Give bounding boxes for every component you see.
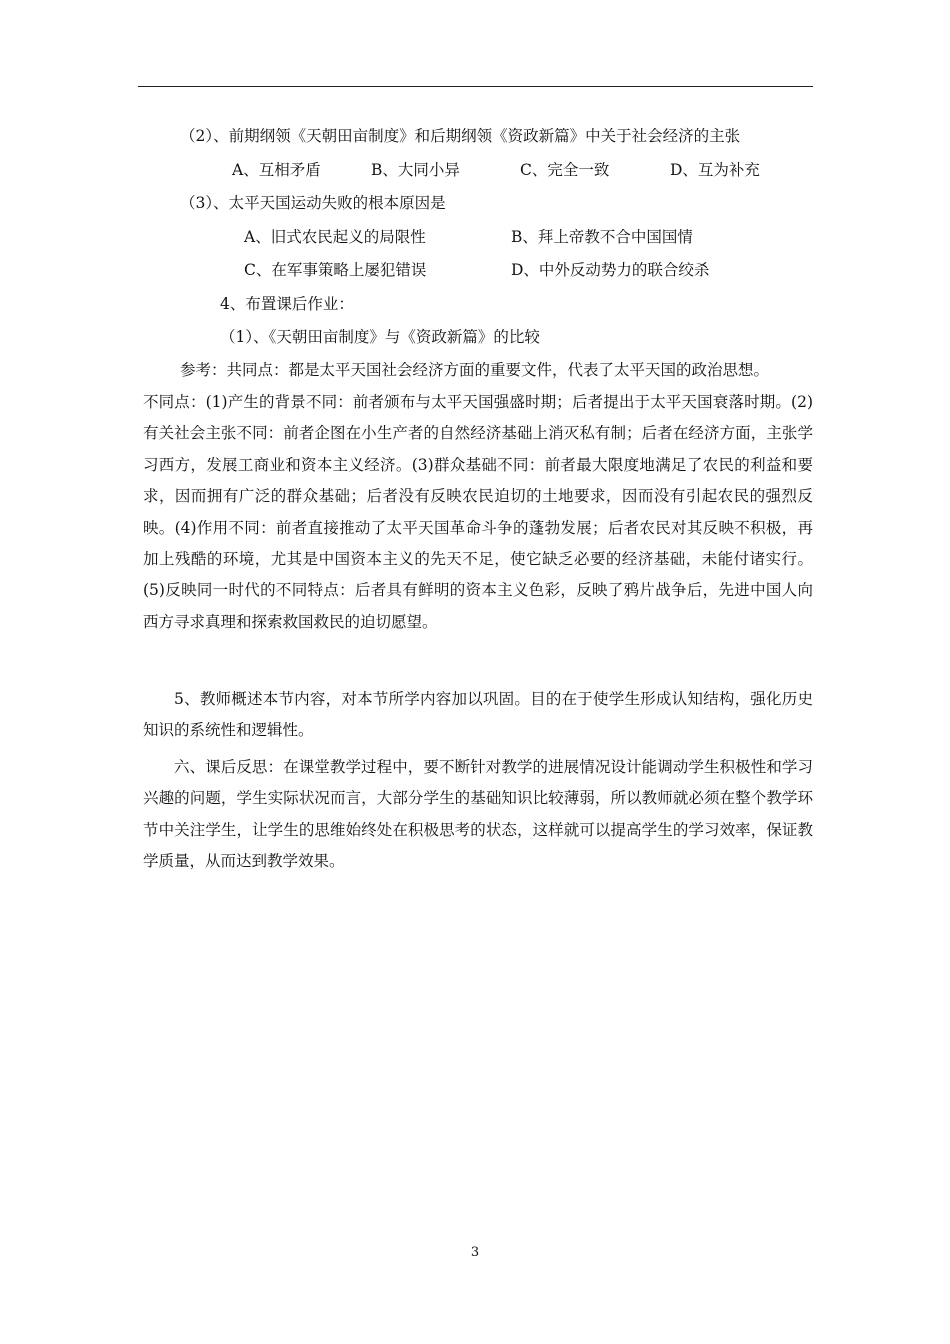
reference-difference-text: 不同点：(1)产生的背景不同：前者颁布与太平天国强盛时期；后者提出于太平天国衰落时期。(2)有关社会主张不同：前者企图在小生产者的自然经济基础上消灭私有制；后者在经济方面，主张学习西方，发展工商业和资本主义经济。(3)群众基础不同：前者最大限度地满足了农民的利益和要求，因而拥有广泛的群众基础；后者没有反映农民迫切的土地要求，因而没有引起农民的强烈反映。(4)作用不同：前者直接推动了太平天国革命斗争的蓬勃发展；后者农民对其反映不积极，再加上残酷的环境，尤其是中国资本主义的先天不足，使它缺乏必要的经济基础，未能付诸实行。(5)反映同一时代的不同特点：后者具有鲜明的资本主义色彩，反映了鸦片战争后，先进中国人向西方寻求真理和探索救国救民的迫切愿望。 bbox=[143, 393, 813, 631]
question-3-stem: （3）、太平天国运动失败的根本原因是 bbox=[180, 194, 446, 212]
homework-heading: 4、布置课后作业： bbox=[220, 295, 354, 313]
page-number: 3 bbox=[470, 1245, 480, 1260]
question-2-option-d: D、互为补充 bbox=[670, 161, 760, 179]
summary-paragraph bbox=[143, 684, 813, 747]
header-rule bbox=[138, 86, 813, 87]
reflection-paragraph bbox=[143, 752, 813, 878]
homework-item-1: （1）、《天朝田亩制度》与《资政新篇》的比较 bbox=[220, 328, 540, 346]
summary-text: 5、教师概述本节内容，对本节所学内容加以巩固。目的在于使学生形成认知结构，强化历史知识的系统性和逻辑性。 bbox=[143, 690, 813, 740]
question-2-stem: （2）、前期纲领《天朝田亩制度》和后期纲领《资政新篇》中关于社会经济的主张 bbox=[180, 127, 741, 145]
question-2-option-b: B、大同小异 bbox=[371, 161, 460, 179]
reference-similarity: 参考：共同点：都是太平天国社会经济方面的重要文件，代表了太平天国的政治思想。 bbox=[180, 361, 770, 379]
reflection-text: 六、课后反思：在课堂教学过程中，要不断针对教学的进展情况设计能调动学生积极性和学习兴趣的问题，学生实际状况而言，大部分学生的基础知识比较薄弱，所以教师就必须在整个教学环节中关注学生，让学生的思维始终处在积极思考的状态，这样就可以提高学生的学习效率，保证教学质量，从而达到教学效果。 bbox=[143, 758, 813, 871]
question-2-option-a: A、互相矛盾 bbox=[232, 161, 321, 179]
question-3-option-a: A、旧式农民起义的局限性 bbox=[244, 228, 426, 246]
question-3-option-d: D、中外反动势力的联合绞杀 bbox=[511, 261, 710, 279]
question-2-option-c: C、完全一致 bbox=[520, 161, 610, 179]
question-3-option-b: B、拜上帝教不合中国国情 bbox=[511, 228, 693, 246]
reference-difference-paragraph bbox=[143, 387, 813, 638]
question-3-option-c: C、在军事策略上屡犯错误 bbox=[244, 261, 427, 279]
